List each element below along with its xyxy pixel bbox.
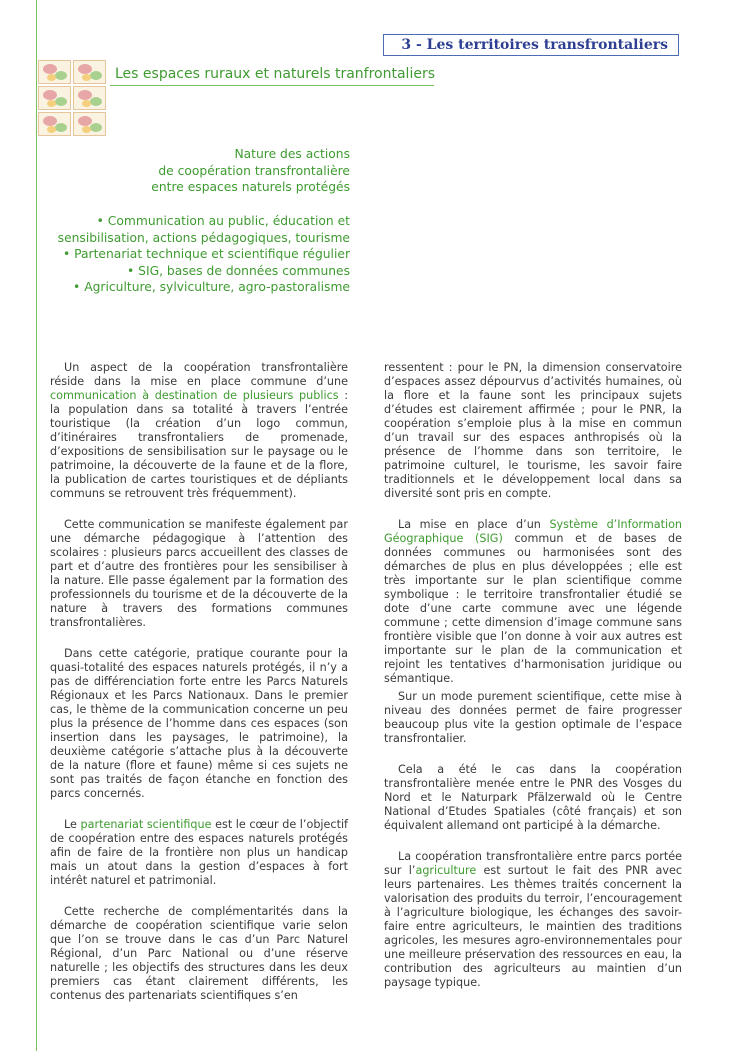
section-title: Les espaces ruraux et naturels tranfrontaliers — [115, 66, 435, 82]
paragraph: Le partenariat scientifique est le cœur de l’objectif de coopération entre des espaces naturels protégés afin de faire de la frontière non plus un handicap mais un atout dans la gestion d’espaces à fort intérêt naturel et patrimonial. — [50, 818, 348, 887]
paragraph: Un aspect de la coopération transfrontalière réside dans la mise en place commune d’une communication à destination de plusieurs publics : la population dans sa totalité à travers l’entrée touristique (la création d’un logo commun, d’itinéraires transfrontaliers de promenade, d’expositions de sensibilisation sur le paysage ou le patrimoine, la découverte de la faune et de la flore, la publication de cartes touristiques et de dépliants communs se retrouvent très fréquemment). — [50, 361, 349, 500]
map-thumbnail — [38, 60, 71, 84]
map-thumbnail — [38, 112, 71, 136]
section-underline — [110, 85, 434, 86]
actions-list-item: sensibilisation, actions pédagogiques, tourisme — [57, 230, 350, 245]
paragraph: Sur un mode purement scientifique, cette mise à niveau des données permet de faire progresser beaucoup plus vite la gestion optimale de l’espace transfrontalier. — [384, 690, 682, 745]
map-thumbnail — [38, 86, 71, 110]
paragraph: ressentent : pour le PN, la dimension conservatoire d’espaces assez dépourvus d’activités humaines, où la flore et la faune sont les principaux sujets d’études est clairement affirmée ; pour le PNR, la coopération s’emploie plus à la mise en commun d’un travail sur des espaces anthropisés où la présence de l’homme dans son territoire, le patrimoine culturel, le tourisme, les savoir faire traditionnels et le développement local dans sa diversité sont pris en compte. — [384, 361, 682, 500]
actions-list-item: • Agriculture, sylviculture, agro-pastoralisme — [73, 280, 350, 294]
right-column — [384, 361, 682, 1007]
chapter-title: 3 - Les territoires transfrontaliers — [401, 37, 668, 53]
actions-list — [40, 213, 350, 296]
paragraph: Cela a été le cas dans la coopération transfrontalière menée entre le PNR des Vosges du Nord et le Naturpark Pfälzerwald où le Centre National d’Etudes Spatiales (côté français) et son équivalent allemand ont participé à la démarche. — [384, 763, 682, 832]
map-thumbnail — [73, 60, 106, 84]
highlight-term: Système d’Information Géographique (SIG) — [384, 518, 682, 545]
highlight-term: agriculture — [415, 864, 477, 877]
map-thumbnail — [73, 86, 106, 110]
actions-heading — [60, 146, 350, 196]
actions-heading-line: de coopération transfrontalière — [158, 163, 350, 178]
chapter-header — [383, 34, 679, 56]
map-thumbnail — [73, 112, 106, 136]
actions-heading-line: Nature des actions — [234, 147, 350, 161]
paragraph: La mise en place d’un Système d’Information Géographique (SIG) commun et de bases de données communes ou harmonisées sont des démarches de plus en plus développées ; elle est très importante sur le plan scientifique comme symbolique : le territoire transfrontalier étudié se dote d’une carte commune avec une légende commune ; cette dimension d’image commune sans frontière visible que l’on donne à voir aux autres est importante sur le plan de la communication et rejoint les tentatives d’harmonisation juridique ou sémantique. — [384, 518, 682, 685]
actions-list-item: • Partenariat technique et scientifique régulier — [63, 247, 350, 261]
left-column — [50, 361, 348, 1020]
paragraph: La coopération transfrontalière entre parcs portée sur l’agriculture est surtout le fait des PNR avec leurs partenaires. Les thèmes traités concernent la valorisation des produits du terroir, l’encouragement à l’agriculture biologique, les échanges des savoir-faire entre agriculteurs, le maintien des traditions agricoles, les mesures agro-environnementales pour une meilleure préservation des ressources en eau, la contribution des agriculteurs au maintien d’un paysage typique. — [384, 850, 682, 989]
highlight-term: communication à destination de plusieurs publics — [50, 389, 339, 402]
actions-list-item: • SIG, bases de données communes — [126, 263, 350, 278]
highlight-term: partenariat scientifique — [80, 818, 212, 831]
paragraph: Cette recherche de complémentarités dans la démarche de coopération scientifique varie selon que l’on se trouve dans le cas d’un Parc Naturel Régional, d’un Parc National ou d’une réserve naturelle ; les objectifs des structures dans les deux premiers cas étant clairement différents, les contenus des partenariats scientifiques s’en — [50, 905, 348, 1002]
margin-rule — [36, 0, 37, 1051]
paragraph: Cette communication se manifeste également par une démarche pédagogique à l’attention des scolaires : plusieurs parcs accueillent des classes de part et d’autre des frontières pour les sensibiliser à la nature. Elle passe également par la formation des professionnels du tourisme et de la découverte de la nature à travers des formations communes transfrontalières. — [50, 518, 348, 629]
paragraph: Dans cette catégorie, pratique courante pour la quasi-totalité des espaces naturels protégés, il n’y a pas de différenciation forte entre les Parcs Naturels Régionaux et les Parcs Nationaux. Dans le premier cas, le thème de la communication concerne un peu plus la présence de l’homme dans ces espaces (son insertion dans les paysages, le patrimoine), la deuxième catégorie s’attache plus à la découverte de la nature (flore et faune) même si ces sujets ne sont pas traités de façon étanche en fonction des parcs concernés. — [50, 647, 348, 800]
map-thumbnails — [38, 60, 106, 136]
actions-heading-line: entre espaces naturels protégés — [151, 180, 350, 194]
actions-list-item: • Communication au public, éducation et — [96, 214, 350, 228]
